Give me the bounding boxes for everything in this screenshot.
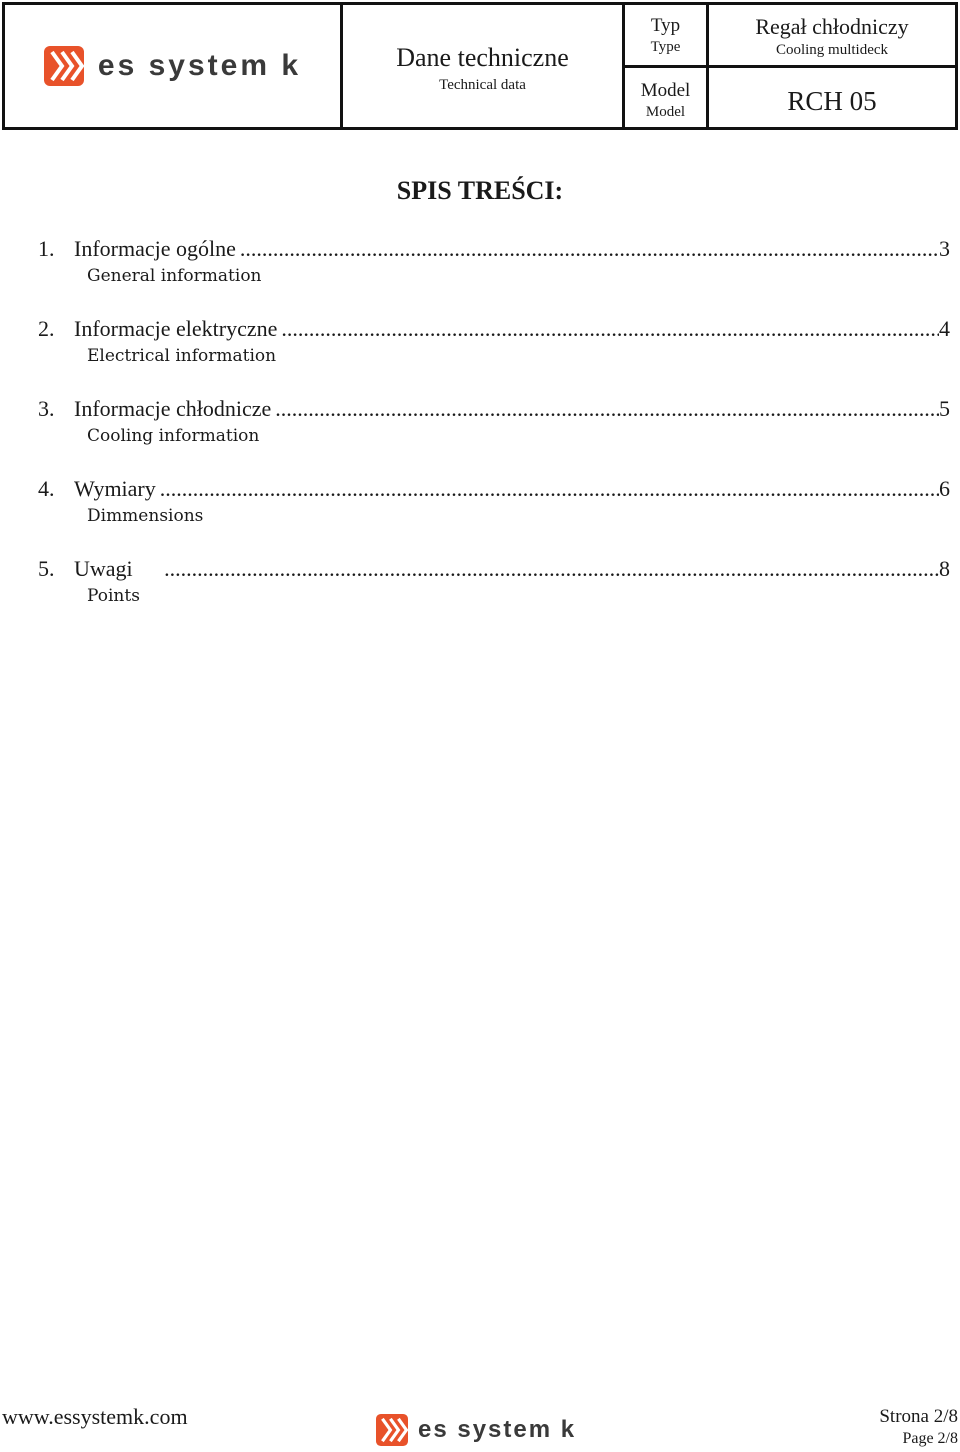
- toc-leader-dots: [160, 476, 939, 502]
- toc-entry-subtitle: Electrical information: [87, 346, 277, 366]
- toc-entry-number: 3.: [38, 396, 55, 421]
- logo-wordmark: es system k: [97, 49, 302, 82]
- toc-entry-subtitle: General information: [87, 266, 262, 286]
- type-value-en: Cooling multideck: [775, 42, 889, 58]
- toc-entry-page: 6: [939, 476, 950, 501]
- footer-page-number-en: Page 2/8: [902, 1430, 958, 1447]
- toc-entry-title: Informacje elektryczne: [74, 316, 278, 341]
- model-label-pl: Model: [640, 79, 691, 101]
- toc-entry-number: 5.: [38, 556, 55, 581]
- toc-entry-page: 8: [939, 556, 950, 581]
- toc-entry-subtitle: Points: [87, 586, 140, 606]
- logo-wordmark: es system k: [418, 1416, 577, 1443]
- toc-entry-subtitle: Cooling information: [87, 426, 260, 446]
- header-title-cell: [343, 5, 625, 127]
- toc-entry-page: 5: [939, 396, 950, 421]
- toc-entry-page: 3: [939, 236, 950, 261]
- toc-entry-subtitle: Dimmensions: [87, 506, 204, 526]
- toc-entry-general[interactable]: [38, 236, 950, 316]
- document-header: [2, 2, 958, 130]
- type-value: [709, 5, 955, 68]
- logo-mark-icon: [376, 1414, 408, 1446]
- toc-entry-title: Informacje chłodnicze: [74, 396, 272, 421]
- toc-leader-dots: [275, 396, 939, 422]
- logo-mark-icon: [44, 46, 84, 86]
- footer-logo: [376, 1414, 576, 1446]
- type-label: [625, 5, 706, 68]
- toc-entry-number: 1.: [38, 236, 55, 261]
- toc-leader-dots: [281, 316, 939, 342]
- table-of-contents: [38, 236, 950, 636]
- toc-entry-number: 4.: [38, 476, 55, 501]
- header-logo-cell: [5, 5, 343, 127]
- toc-entry-points[interactable]: [38, 556, 950, 636]
- toc-entry-title: Wymiary: [74, 476, 156, 501]
- type-value-pl: Regał chłodniczy: [755, 14, 909, 39]
- toc-entry-number: 2.: [38, 316, 55, 341]
- toc-entry-cooling[interactable]: [38, 396, 950, 476]
- toc-entry-dimensions[interactable]: [38, 476, 950, 556]
- toc-heading: SPIS TREŚCI:: [396, 176, 564, 205]
- toc-leader-dots: [164, 556, 939, 582]
- model-label: [625, 68, 706, 128]
- header-label-cell: [625, 5, 709, 127]
- toc-entry-electrical[interactable]: [38, 316, 950, 396]
- toc-leader-dots: [240, 236, 939, 262]
- type-label-en: Type: [650, 39, 681, 55]
- footer-page-number-pl: Strona 2/8: [879, 1406, 958, 1427]
- model-label-en: Model: [645, 103, 686, 120]
- model-value-text: RCH 05: [787, 85, 877, 116]
- toc-entry-title: Informacje ogólne: [74, 236, 236, 261]
- document-title-en: Technical data: [439, 77, 526, 93]
- header-value-cell: [709, 5, 955, 127]
- footer-website-link[interactable]: www.essystemk.com: [2, 1404, 188, 1429]
- document-title-pl: Dane techniczne: [396, 43, 569, 72]
- toc-entry-page: 4: [939, 316, 950, 341]
- type-label-pl: Typ: [650, 15, 681, 36]
- model-value: [709, 68, 955, 128]
- company-logo: [44, 46, 301, 86]
- toc-entry-title: Uwagi: [74, 556, 161, 581]
